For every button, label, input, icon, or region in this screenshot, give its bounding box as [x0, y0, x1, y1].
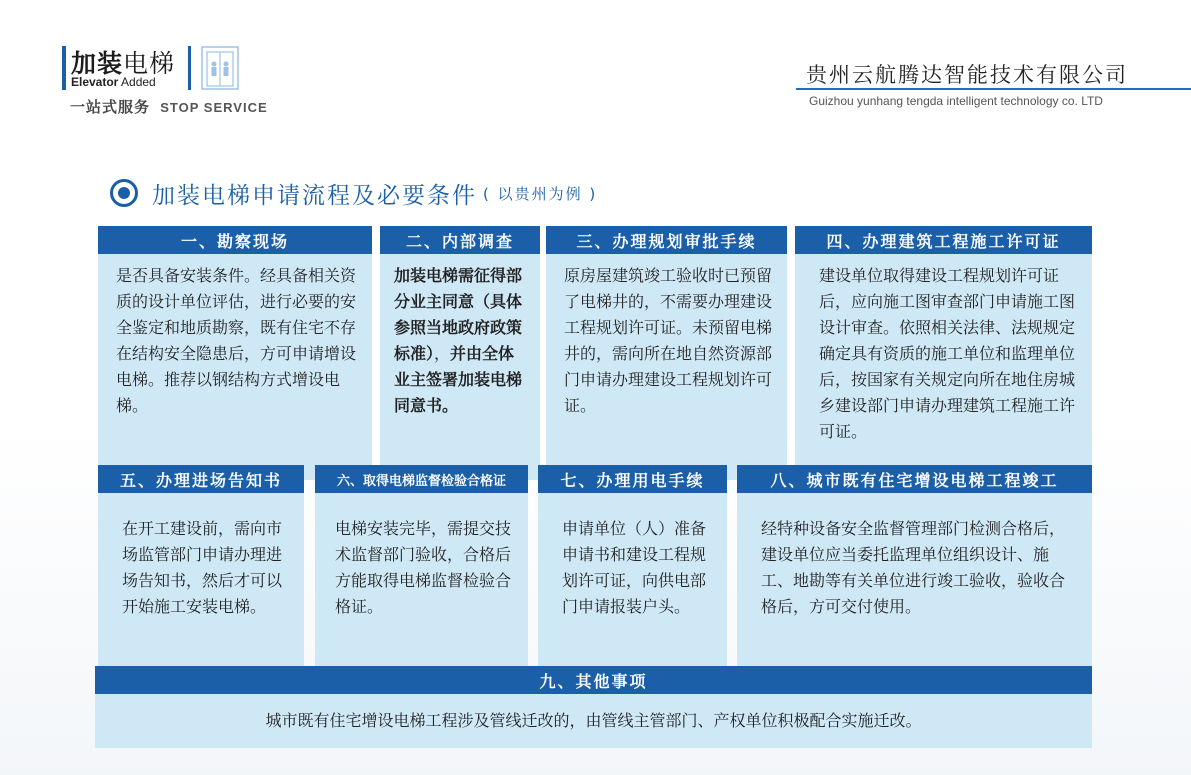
- logo-subtitle: [71, 75, 156, 89]
- step-body-separator: ，: [434, 344, 451, 363]
- step-title: 八、城市既有住宅增设电梯工程竣工: [737, 465, 1092, 493]
- step-title: 四、办理建筑工程施工许可证: [795, 226, 1092, 254]
- section-title-note: ( 以贵州为例 ): [483, 184, 598, 203]
- slogan-cn: 一站式服务: [70, 98, 151, 116]
- section-title: [110, 177, 597, 209]
- step-card-5: [98, 465, 304, 681]
- logo-bar-left: [62, 46, 66, 90]
- step-card-7: [538, 465, 727, 681]
- step-title: 一、勘察现场: [98, 226, 372, 254]
- target-circle-icon: [110, 179, 138, 207]
- step-body: [380, 254, 540, 480]
- step-body: 建设单位取得建设工程规划许可证后，应向施工图审查部门申请施工图设计审查。依照相关法律、法规规定确定具有资质的施工单位和监理单位后，按国家有关规定向所在地住房城乡建设部门申请办理建筑工程施工许可证。: [795, 254, 1092, 480]
- step-title: 三、办理规划审批手续: [546, 226, 787, 254]
- step-body-part-a: 加装电梯需征得部分业主同意（具体参照当地政府政策标准）: [394, 266, 523, 363]
- logo-bar-right: [188, 46, 191, 90]
- step-body: 原房屋建筑竣工验收时已预留了电梯井的，不需要办理建设工程规划许可证。未预留电梯井的，需向所在地自然资源部门申请办理建设工程规划许可证。: [546, 254, 787, 480]
- step-card-1: [98, 226, 372, 480]
- slogan-en: STOP SERVICE: [160, 100, 268, 115]
- slogan: [70, 96, 268, 117]
- step-card-6: [315, 465, 528, 681]
- step-card-8: [737, 465, 1092, 681]
- company-name-cn: 贵州云航腾达智能技术有限公司: [806, 63, 1128, 87]
- step-title: 七、办理用电手续: [538, 465, 727, 493]
- step-title: 二、内部调查: [380, 226, 540, 254]
- step-body-part-b: 并由全体业主签署加装电梯同意书。: [394, 344, 523, 415]
- step-body: 电梯安装完毕，需提交技术监督部门验收，合格后方能取得电梯监督检验合格证。: [315, 493, 528, 681]
- step-title: 六、取得电梯监督检验合格证: [315, 465, 528, 493]
- elevator-icon: [201, 46, 239, 90]
- company-divider: [796, 88, 1191, 90]
- step-card-2: [380, 226, 540, 480]
- step-body: 经特种设备安全监督管理部门检测合格后，建设单位应当委托监理单位组织设计、施工、地勘等有关单位进行竣工验收，验收合格后，方可交付使用。: [737, 493, 1092, 681]
- step-title: 九、其他事项: [95, 666, 1092, 694]
- step-title: 五、办理进场告知书: [98, 465, 304, 493]
- logo-sub-thin: Added: [121, 75, 156, 89]
- logo-sub-bold: Elevator: [71, 75, 119, 89]
- step-body: 在开工建设前，需向市场监管部门申请办理进场告知书，然后才可以开始施工安装电梯。: [98, 493, 304, 681]
- logo-title-thin: 电梯: [123, 49, 176, 78]
- company-name-en: Guizhou yunhang tengda intelligent technology co. LTD: [809, 94, 1103, 108]
- logo-title-bold: 加装: [71, 49, 124, 78]
- brand-logo: [62, 44, 322, 124]
- section-title-text: 加装电梯申请流程及必要条件: [152, 182, 477, 209]
- step-body: 是否具备安装条件。经具备相关资质的设计单位评估，进行必要的安全鉴定和地质勘察，既有住宅不存在结构安全隐患后，方可申请增设电梯。推荐以钢结构方式增设电梯。: [98, 254, 372, 480]
- step-card-4: [795, 226, 1092, 480]
- step-card-3: [546, 226, 787, 480]
- step-body: 城市既有住宅增设电梯工程涉及管线迁改的，由管线主管部门、产权单位积极配合实施迁改。: [95, 694, 1092, 748]
- step-card-9: [95, 666, 1092, 748]
- step-body: 申请单位（人）准备申请书和建设工程规划许可证，向供电部门申请报装户头。: [538, 493, 727, 681]
